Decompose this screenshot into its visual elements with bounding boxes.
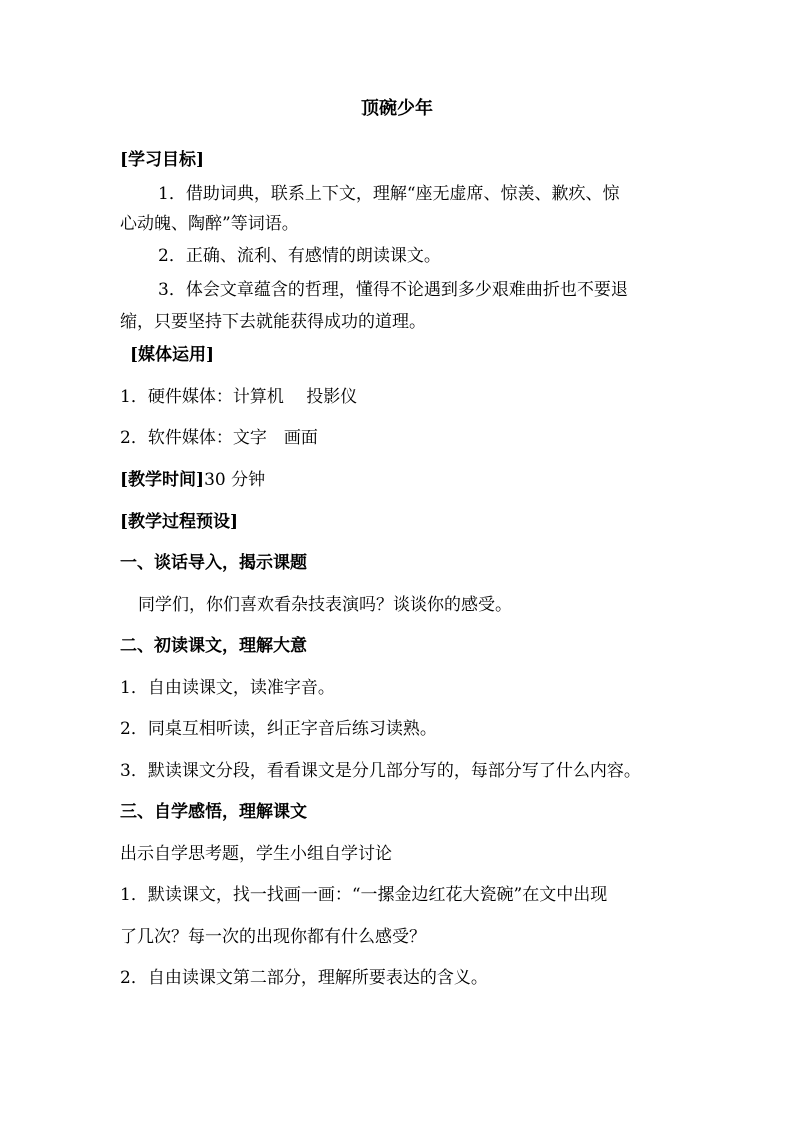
part-2-item-3: 3．默读课文分段，看看课文是分几部分写的，每部分写了什么内容。 bbox=[120, 761, 641, 781]
part-2-item-2: 2．同桌互相听读，纠正字音后练习读熟。 bbox=[120, 719, 437, 739]
goal-3-line-2: 缩，只要坚持下去就能获得成功的道理。 bbox=[120, 312, 426, 332]
part-3-item-1-line-2: 了几次？每一次的出现你都有什么感受？ bbox=[120, 927, 426, 947]
teaching-time bbox=[120, 470, 680, 490]
goal-2: 2．正确、流利、有感情的朗读课文。 bbox=[158, 246, 441, 266]
part-3-intro: 出示自学思考题，学生小组自学讨论 bbox=[120, 844, 392, 864]
media-item-2: 2．软件媒体：文字 画面 bbox=[120, 428, 318, 448]
part-1-text: 同学们，你们喜欢看杂技表演吗？谈谈你的感受。 bbox=[138, 595, 512, 615]
part-3-item-2: 2．自由读课文第二部分，理解所要表达的含义。 bbox=[120, 968, 488, 988]
document-title: 顶碗少年 bbox=[361, 98, 433, 119]
media-header: [媒体运用] bbox=[130, 345, 215, 365]
time-header: [教学时间] bbox=[120, 470, 205, 490]
media-item-1: 1．硬件媒体：计算机 投影仪 bbox=[120, 387, 358, 407]
time-value: 30 分钟 bbox=[204, 470, 266, 490]
goals-header: [学习目标] bbox=[120, 150, 205, 170]
goal-3-line-1: 3．体会文章蕴含的哲理，懂得不论遇到多少艰难曲折也不要退 bbox=[158, 280, 628, 300]
part-1-title: 一、谈话导入，揭示课题 bbox=[120, 553, 307, 573]
part-3-item-1-line-1: 1．默读课文，找一找画一画：“一摞金边红花大瓷碗”在文中出现 bbox=[120, 885, 608, 905]
process-header: [教学过程预设] bbox=[120, 512, 239, 532]
goal-1-line-1: 1．借助词典，联系上下文，理解“座无虚席、惊羡、歉疚、惊 bbox=[158, 184, 620, 204]
part-2-item-1: 1．自由读课文，读准字音。 bbox=[120, 678, 335, 698]
part-2-title: 二、初读课文，理解大意 bbox=[120, 636, 307, 656]
part-3-title: 三、自学感悟，理解课文 bbox=[120, 802, 307, 822]
goal-1-line-2: 心动魄、陶醉”等词语。 bbox=[120, 214, 299, 234]
